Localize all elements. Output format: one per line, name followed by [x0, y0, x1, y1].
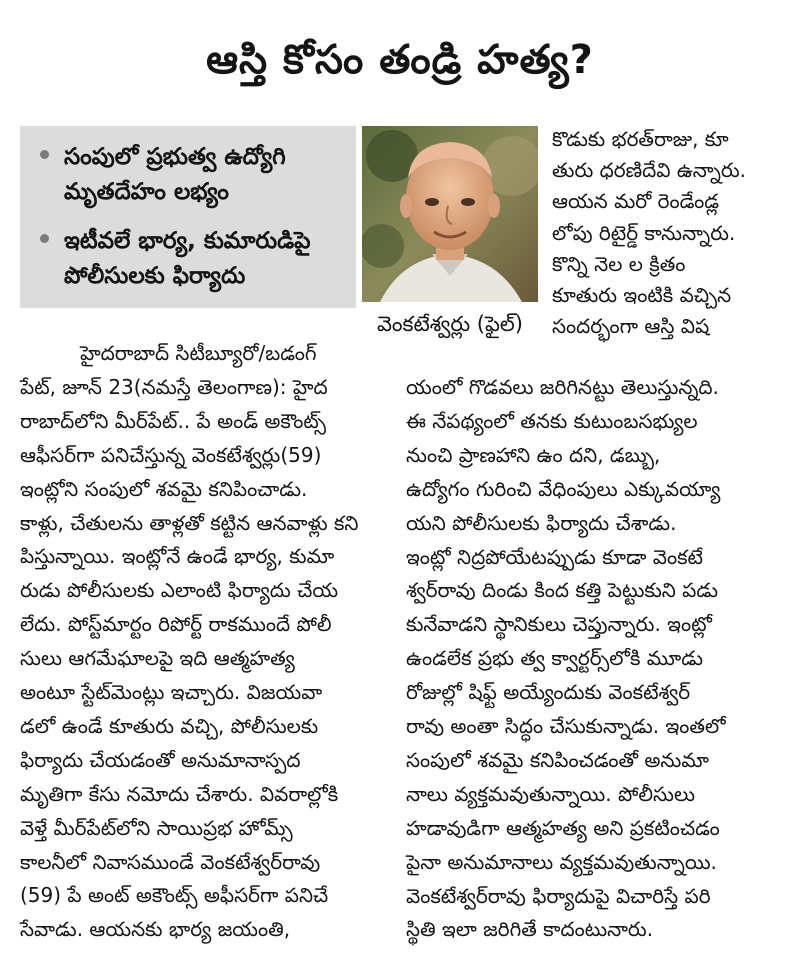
article-line: శ్వర్‌రావు దిండు కింద కత్తి పెట్టుకుని పడు — [406, 578, 719, 603]
article-line: నాలు వ్యక్తమవుతున్నాయి. పోలీసులు — [406, 781, 696, 806]
article-line: రుడు పోలీసులకు ఎలాంటి ఫిర్యాదు చేయ — [20, 578, 339, 603]
article-line: యంలో గొడవలు జరిగినట్టు తెలుస్తున్నది. — [406, 375, 719, 399]
article-line: హడావుడిగా ఆత్మహత్య అని ప్రకటించడం — [406, 815, 720, 840]
article-line: ఆఫీసర్‌గా పనిచేస్తున్న వెంకటేశ్వర్లు(59) — [20, 442, 322, 467]
article-line: ఇంట్లోని సంపులో శవమై కనిపించాడు. — [20, 476, 308, 501]
article-line: అంటూ స్టేట్‌మెంట్లు ఇచ్చారు. విజయవా — [20, 680, 323, 704]
article-line: కాలనీలో నివాసముండే వెంకటేశ్వర్‌రావు — [20, 849, 321, 874]
article-line: సందర్భంగా ఆస్తి విష — [552, 314, 710, 339]
article-line: వెంకటేశ్వర్‌రావు ఫిర్యాదుపై విచారిస్తే పరి — [406, 883, 711, 908]
highlight-line: సంపులో ప్రభుత్వ ఉద్యోగి — [64, 144, 286, 170]
article-line: ఈ నేపథ్యంలో తనకు కుటుంబసభ్యుల — [406, 408, 698, 433]
article-line: ఉద్యోగం గురించి వేధింపులు ఎక్కువయ్యా — [406, 476, 721, 501]
article-line: ఫిర్యాదు చేయడంతో అనుమానాస్పద — [20, 747, 301, 772]
article-line: సేవాడు. ఆయనకు భార్య జయంతి, — [20, 917, 291, 942]
article-line: నుంచి ప్రాణహాని ఉం దని, డబ్బు, — [406, 442, 661, 467]
article-line: పైనా అనుమానాలు వ్యక్తమవుతున్నాయి. — [406, 849, 717, 874]
article-line: కునేవాడని స్థానికులు చెప్తున్నారు. ఇంట్లో — [406, 612, 712, 637]
highlight-item — [40, 224, 344, 294]
article-line: లేదు. పోస్ట్‌మార్టం రిపోర్ట్ రాకముందే పోలీ — [20, 612, 332, 637]
article-line: రాబాద్‌లోని మీర్‌పేట్.. పే అండ్ అకౌంట్స్ — [20, 408, 327, 433]
article-line: కొన్ని నెల ల క్రితం — [552, 251, 686, 276]
article-line: సంపులో శవమై కనిపించడంతో అనుమా — [406, 747, 709, 772]
article-line: లోపు రిటైర్డ్ కానున్నారు. — [552, 220, 736, 245]
article-line: కొడుకు భరత్‌రాజు, కూ — [552, 127, 729, 151]
article-line: ఇంట్లో నిద్రపోయేటప్పుడు కూడా వెంకటే — [406, 544, 703, 569]
photo-caption: వెంకటేశ్వర్లు (ఫైల్) — [376, 312, 523, 336]
highlight-line: ఇటీవలే భార్య, కుమారుడిపై — [64, 228, 311, 254]
article-line: సులు ఆగమేఘాలపై ఇది ఆత్మహత్య — [20, 646, 295, 671]
article-line: (59) పే అంట్ అకౌంట్స్ అఫీసర్‌గా పనిచే — [20, 883, 329, 908]
article-line: యని పోలీసులకు ఫిర్యాదు చేశాడు. — [406, 510, 677, 535]
article-line: కాళ్లు, చేతులను తాళ్లతో కట్టిన ఆనవాళ్లు కని — [20, 510, 359, 535]
portrait-image — [362, 126, 538, 302]
article-line: పేట్, జూన్ 23(నమస్తే తెలంగాణ): హైద — [20, 374, 328, 399]
article-line: ఉండలేక ప్రభు త్వ క్వార్టర్స్‌లోకి మూడు — [406, 646, 704, 671]
portrait-photo — [362, 126, 538, 302]
article-line: రోజుల్లో షిఫ్ట్ అయ్యేందుకు వెంకటేశ్వర్ — [406, 680, 691, 705]
article-line: తురు ధరణిదేవి ఉన్నారు. — [552, 158, 747, 183]
article-line: ఆయన మరో రెండేండ్ల — [552, 189, 720, 214]
article-line: స్థితి ఇలా జరిగితే కాదంటునారు. — [406, 917, 654, 942]
article-line: కూతురు ఇంటికి వచ్చిన — [552, 283, 732, 307]
article-line: వెళ్తే మీర్‌పేట్‌లోని సాయిప్రభ హోమ్స్ — [20, 815, 293, 840]
article-line: రావు అంతా సిద్ధం చేసుకున్నాడు. ఇంతలో — [406, 714, 726, 738]
bullet-icon — [40, 150, 49, 159]
article-line: పిస్తున్నాయి. ఇంట్లోనే ఉండే భార్య, కుమా — [20, 544, 335, 569]
highlight-line: మృతదేహం లభ్యం — [64, 179, 229, 205]
headline: ఆస్తి కోసం తండ్రి హత్య? — [206, 37, 594, 83]
article-line: మృతిగా కేసు నమోదు చేశారు. వివరాల్లోకి — [20, 781, 339, 806]
article-line: హైదరాబాద్ సిటీబ్యూరో/బడంగ్ — [80, 341, 317, 365]
bullet-icon — [40, 234, 49, 243]
article-line: డలో ఉండే కూతురు వచ్చి, పోలీసులకు — [20, 713, 319, 738]
highlights-box — [20, 126, 356, 308]
highlight-item — [40, 140, 344, 210]
highlight-line: పోలీసులకు ఫిర్యాదు — [64, 263, 246, 289]
